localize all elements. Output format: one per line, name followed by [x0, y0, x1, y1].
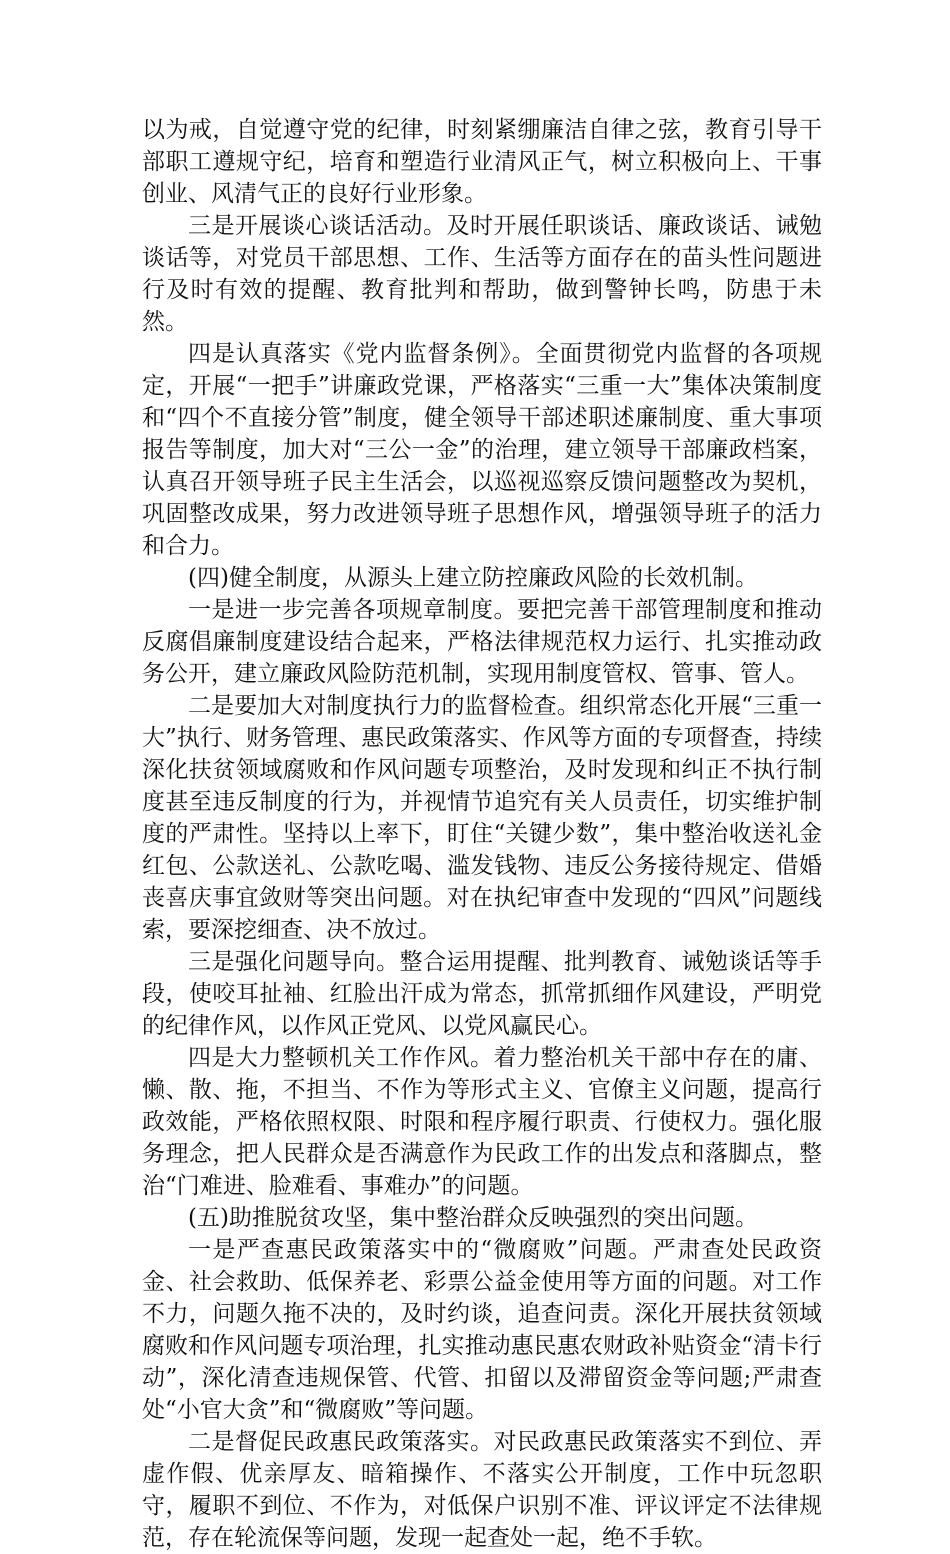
section-heading: (五)助推脱贫攻坚，集中整治群众反映强烈的突出问题。 — [188, 1205, 758, 1231]
document-page — [142, 114, 822, 1554]
body-paragraph: 一是进一步完善各项规章制度。要把完善干部管理制度和推动反腐倡廉制度建设结合起来，严格法律规范权力运行、扎实推动政务公开，建立廉政风险防范机制，实现用制度管权、管事、管人。 — [142, 597, 822, 687]
body-paragraph: 二是督促民政惠民政策落实。对民政惠民政策落实不到位、弄虚作假、优亲厚友、暗箱操作、不落实公开制度，工作中玩忽职守，履职不到位、不作为，对低保户识别不准、评议评定不法律规范，存在轮流保等问题，发现一起查处一起，绝不手软。 — [142, 1429, 822, 1551]
body-paragraph: 四是认真落实《党内监督条例》。全面贯彻党内监督的各项规定，开展“一把手”讲廉政党课，严格落实“三重一大”集体决策制度和“四个不直接分管”制度，健全领导干部述职述廉制度、重大事项报告等制度，加大对“三公一金”的治理，建立领导干部廉政档案，认真召开领导班子民主生活会，以巡视巡察反馈问题整改为契机，巩固整改成果，努力改进领导班子思想作风，增强领导班子的活力和合力。 — [142, 341, 822, 559]
body-paragraph: 二是要加大对制度执行力的监督检查。组织常态化开展“三重一大”执行、财务管理、惠民政策落实、作风等方面的专项督查，持续深化扶贫领域腐败和作风问题专项整治，及时发现和纠正不执行制度甚至违反制度的行为，并视情节追究有关人员责任，切实维护制度的严肃性。坚持以上率下，盯住“关键少数”，集中整治收送礼金红包、公款送礼、公款吃喝、滥发钱物、违反公务接待规定、借婚丧喜庆事宜敛财等突出问题。对在执纪审查中发现的“四风”问题线索，要深挖细查、决不放过。 — [142, 693, 822, 943]
body-paragraph: 四是大力整顿机关工作作风。着力整治机关干部中存在的庸、懒、散、拖，不担当、不作为等形式主义、官僚主义问题，提高行政效能，严格依照权限、时限和程序履行职责、行使权力。强化服务理念，把人民群众是否满意作为民政工作的出发点和落脚点，整治“门难进、脸难看、事难办”的问题。 — [142, 1045, 822, 1199]
body-paragraph: 三是开展谈心谈话活动。及时开展任职谈话、廉政谈话、诫勉谈话等，对党员干部思想、工作、生活等方面存在的苗头性问题进行及时有效的提醒、教育批判和帮助，做到警钟长鸣，防患于未然。 — [142, 213, 822, 335]
section-heading: (四)健全制度，从源头上建立防控廉政风险的长效机制。 — [188, 565, 758, 591]
body-paragraph: 一是严查惠民政策落实中的“微腐败”问题。严肃查处民政资金、社会救助、低保养老、彩票公益金使用等方面的问题。对工作不力，问题久拖不决的，及时约谈，追查问责。深化开展扶贫领域腐败和作风问题专项治理，扎实推动惠民惠农财政补贴资金“清卡行动”，深化清查违规保管、代管、扣留以及滞留资金等问题;严肃查处“小官大贪”和“微腐败”等问题。 — [142, 1237, 822, 1423]
body-paragraph: 以为戒，自觉遵守党的纪律，时刻紧绷廉洁自律之弦，教育引导干部职工遵规守纪，培育和塑造行业清风正气，树立积极向上、干事创业、风清气正的良好行业形象。 — [142, 117, 822, 207]
body-paragraph: 三是强化问题导向。整合运用提醒、批判教育、诫勉谈话等手段，使咬耳扯袖、红脸出汗成为常态，抓常抓细作风建设，严明党的纪律作风，以作风正党风、以党风赢民心。 — [142, 949, 822, 1039]
